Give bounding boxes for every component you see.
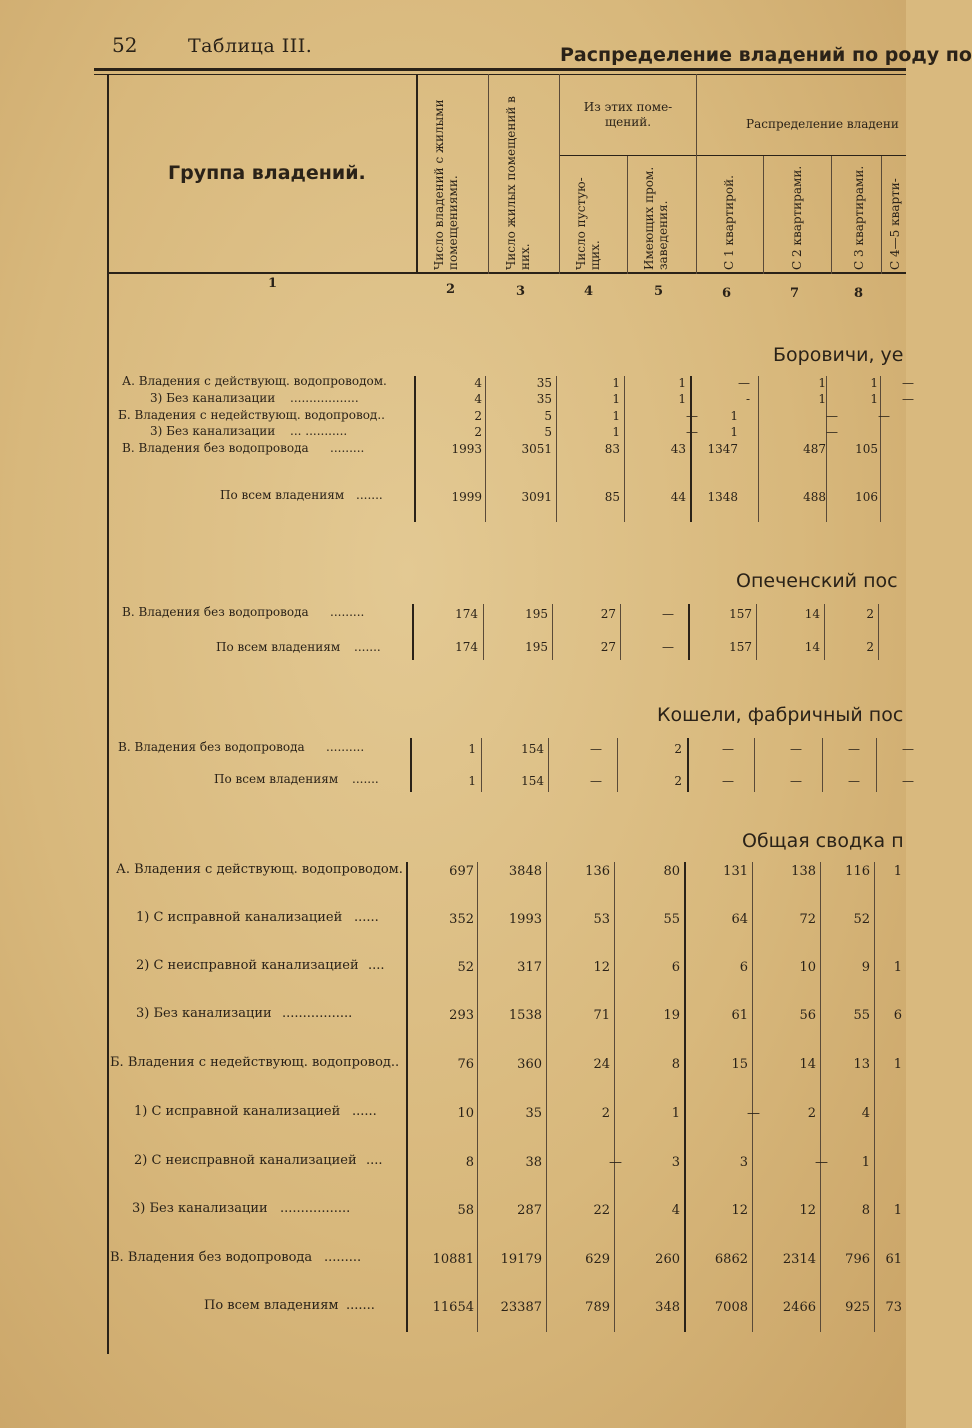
cell-value: 1 bbox=[893, 1057, 902, 1072]
cell-value: 55 bbox=[853, 1008, 870, 1023]
col7-header: С 2 квартирами. bbox=[790, 165, 804, 270]
cell-value: 1 bbox=[870, 392, 878, 406]
cell-value: 3 bbox=[671, 1155, 680, 1170]
cell-value: 27 bbox=[600, 607, 616, 621]
cell-value: 1538 bbox=[508, 1008, 542, 1023]
cell-value: 1999 bbox=[451, 490, 482, 504]
cell-value: 9 bbox=[861, 960, 870, 975]
row-label: 1) С исправной канализацией bbox=[136, 910, 343, 925]
left-border bbox=[107, 74, 109, 1354]
cell-value: 2466 bbox=[782, 1300, 816, 1315]
cell-value: 106 bbox=[855, 490, 878, 504]
cell-value: 35 bbox=[525, 1106, 542, 1121]
cell-value: 73 bbox=[885, 1300, 902, 1315]
cell-value: 1 bbox=[861, 1155, 870, 1170]
cell-value: 287 bbox=[517, 1203, 542, 1218]
leader-dots: ... ........... bbox=[290, 424, 348, 438]
cell-value: 195 bbox=[525, 607, 548, 621]
row-label: Б. Владения с недействующ. водопровод.. bbox=[110, 1055, 400, 1070]
cell-value: 5 bbox=[544, 425, 552, 439]
cell-value: 52 bbox=[457, 960, 474, 975]
cell-value: — bbox=[878, 409, 890, 423]
leader-dots: ...... bbox=[354, 910, 379, 925]
cell-value: 2 bbox=[674, 774, 682, 788]
header-bottom-rule bbox=[108, 272, 906, 274]
cell-value: — bbox=[902, 392, 914, 406]
cell-value: - bbox=[745, 392, 750, 406]
cell-value: 1 bbox=[468, 742, 476, 756]
cell-value: 3 bbox=[739, 1155, 748, 1170]
sum-vline-4 bbox=[614, 862, 615, 1332]
cell-value: — bbox=[590, 774, 602, 788]
top-rule bbox=[94, 68, 906, 71]
ope-vline-3 bbox=[552, 604, 553, 660]
cell-value: 52 bbox=[853, 912, 870, 927]
row-label: 2) С неисправной канализацией bbox=[136, 958, 359, 973]
header-sep-6 bbox=[763, 156, 764, 274]
cell-value: 1 bbox=[468, 774, 476, 788]
leader-dots: ......... bbox=[330, 441, 365, 455]
cell-value: 55 bbox=[663, 912, 680, 927]
cell-value: 83 bbox=[604, 442, 620, 456]
group-column-header: Группа владений. bbox=[168, 162, 366, 184]
cell-value: 1 bbox=[893, 960, 902, 975]
sum-vline-1 bbox=[406, 862, 408, 1332]
cell-value: 22 bbox=[593, 1203, 610, 1218]
header-sep-5 bbox=[696, 74, 697, 274]
cell-value: 4 bbox=[474, 376, 482, 390]
ope-vline-6 bbox=[756, 604, 757, 660]
cell-value: 789 bbox=[585, 1300, 610, 1315]
cell-value: 1 bbox=[893, 1203, 902, 1218]
row-label: 2) С неисправной канализацией bbox=[134, 1153, 357, 1168]
leader-dots: ................. bbox=[282, 1006, 353, 1021]
cell-value: 35 bbox=[536, 376, 552, 390]
cell-value: 8 bbox=[671, 1057, 680, 1072]
row-label: По всем владениям bbox=[220, 488, 345, 502]
sum-vline-5 bbox=[684, 862, 686, 1332]
cell-value: 7008 bbox=[714, 1300, 748, 1315]
cell-value: 6 bbox=[893, 1008, 902, 1023]
cell-value: — bbox=[662, 640, 674, 654]
cell-value: 72 bbox=[799, 912, 816, 927]
cell-value: 116 bbox=[845, 864, 870, 879]
cell-value: 61 bbox=[885, 1252, 902, 1267]
bor-vline-4 bbox=[624, 376, 625, 522]
section-title-borovichi: Боровичи, уе bbox=[773, 344, 904, 366]
cell-value: 488 bbox=[803, 490, 826, 504]
leader-dots: ....... bbox=[352, 772, 379, 786]
row-label: По всем владениям bbox=[216, 640, 341, 654]
cell-value: 38 bbox=[525, 1155, 542, 1170]
row-label: В. Владения без водопровода bbox=[118, 740, 305, 754]
leader-dots: .... bbox=[366, 1153, 383, 1168]
cell-value: 360 bbox=[517, 1057, 542, 1072]
cell-value: 1347 bbox=[707, 442, 738, 456]
cell-value: 1 bbox=[678, 376, 686, 390]
cell-value: 105 bbox=[855, 442, 878, 456]
row-label: Б. Владения с недействующ. водопровод.. bbox=[118, 408, 385, 422]
group-4-5-header: Из этих поме-щений. bbox=[583, 100, 673, 129]
cell-value: 12 bbox=[731, 1203, 748, 1218]
cell-value: 10881 bbox=[432, 1252, 474, 1267]
cell-value: 174 bbox=[455, 607, 478, 621]
cell-value: 76 bbox=[457, 1057, 474, 1072]
cell-value: 1 bbox=[612, 376, 620, 390]
cell-value: 1 bbox=[730, 409, 738, 423]
section-title-koseli: Кошели, фабричный пос bbox=[657, 704, 904, 726]
cell-value: 4 bbox=[861, 1106, 870, 1121]
cell-value: 2 bbox=[807, 1106, 816, 1121]
header-sep-8 bbox=[881, 156, 882, 274]
cell-value: 697 bbox=[449, 864, 474, 879]
col3-header: Число жилых помещений в них. bbox=[504, 96, 532, 270]
sum-vline-2 bbox=[477, 862, 478, 1332]
row-label: В. Владения без водопровода bbox=[122, 605, 309, 619]
cell-value: — bbox=[790, 742, 802, 756]
row-label: В. Владения без водопровода bbox=[122, 441, 309, 455]
cell-value: 154 bbox=[521, 774, 544, 788]
cell-value: 157 bbox=[729, 607, 752, 621]
cell-value: 2 bbox=[866, 607, 874, 621]
colnum-3: 3 bbox=[516, 284, 526, 299]
cell-value: — bbox=[686, 425, 698, 439]
subheader-rule-4-5 bbox=[560, 155, 696, 156]
cell-value: 317 bbox=[517, 960, 542, 975]
cell-value: 1 bbox=[612, 392, 620, 406]
leader-dots: ....... bbox=[354, 640, 381, 654]
cell-value: 2 bbox=[474, 425, 482, 439]
row-label: 1) С исправной канализацией bbox=[134, 1104, 341, 1119]
subheader-rule-6-9 bbox=[697, 155, 906, 156]
ope-vline-8 bbox=[878, 604, 879, 660]
ope-vline-5 bbox=[688, 604, 690, 660]
cell-value: 1993 bbox=[508, 912, 542, 927]
cell-value: 24 bbox=[593, 1057, 610, 1072]
cell-value: 2 bbox=[474, 409, 482, 423]
cell-value: — bbox=[826, 425, 838, 439]
table-title: Распределение владений по роду по bbox=[560, 44, 972, 66]
cell-value: 195 bbox=[525, 640, 548, 654]
row-label: По всем владениям bbox=[214, 772, 339, 786]
page-number: 52 bbox=[112, 33, 138, 57]
cell-value: 1993 bbox=[451, 442, 482, 456]
leader-dots: .......... bbox=[326, 740, 365, 754]
cell-value: 3051 bbox=[521, 442, 552, 456]
row-label: По всем владениям bbox=[204, 1298, 339, 1313]
cell-value: 10 bbox=[457, 1106, 474, 1121]
cell-value: 629 bbox=[585, 1252, 610, 1267]
cell-value: 174 bbox=[455, 640, 478, 654]
leader-dots: ....... bbox=[346, 1298, 375, 1313]
leader-dots: .... bbox=[368, 958, 385, 973]
ope-vline-1 bbox=[412, 604, 414, 660]
col8-header: С 3 квартирами. bbox=[852, 165, 866, 270]
cell-value: 487 bbox=[803, 442, 826, 456]
header-sep-1 bbox=[416, 74, 418, 274]
colnum-4: 4 bbox=[584, 284, 594, 299]
cell-value: 11654 bbox=[432, 1300, 474, 1315]
cell-value: 6862 bbox=[714, 1252, 748, 1267]
cell-value: 1 bbox=[678, 392, 686, 406]
cell-value: 2 bbox=[866, 640, 874, 654]
cell-value: 4 bbox=[671, 1203, 680, 1218]
cell-value: — bbox=[609, 1155, 622, 1170]
cell-value: 1 bbox=[730, 425, 738, 439]
kos-vline-2 bbox=[481, 738, 482, 792]
cell-value: 8 bbox=[861, 1203, 870, 1218]
cell-value: — bbox=[848, 742, 860, 756]
colnum-6: 6 bbox=[722, 286, 732, 301]
ope-vline-2 bbox=[483, 604, 484, 660]
cell-value: 1 bbox=[671, 1106, 680, 1121]
cell-value: 14 bbox=[804, 607, 820, 621]
cell-value: 10 bbox=[799, 960, 816, 975]
cell-value: — bbox=[662, 607, 674, 621]
row-label: В. Владения без водопровода bbox=[110, 1250, 313, 1265]
leader-dots: ................. bbox=[280, 1201, 351, 1216]
cell-value: 61 bbox=[731, 1008, 748, 1023]
section-title-summary: Общая сводка п bbox=[742, 830, 904, 852]
cell-value: — bbox=[722, 774, 734, 788]
cell-value: 19 bbox=[663, 1008, 680, 1023]
cell-value: 293 bbox=[449, 1008, 474, 1023]
cell-value: 1 bbox=[893, 864, 902, 879]
cell-value: — bbox=[902, 742, 914, 756]
bor-vline-2 bbox=[485, 376, 486, 522]
cell-value: 53 bbox=[593, 912, 610, 927]
row-label: 3) Без канализации bbox=[136, 1006, 272, 1021]
cell-value: 1 bbox=[818, 392, 826, 406]
cell-value: — bbox=[826, 409, 838, 423]
cell-value: 44 bbox=[670, 490, 686, 504]
col5-header: Имеющих пром. заведения. bbox=[642, 166, 670, 270]
cell-value: 14 bbox=[799, 1057, 816, 1072]
cell-value: — bbox=[722, 742, 734, 756]
cell-value: — bbox=[902, 376, 914, 390]
cell-value: 35 bbox=[536, 392, 552, 406]
leader-dots: .................. bbox=[290, 391, 359, 405]
cell-value: 2314 bbox=[782, 1252, 816, 1267]
colnum-7: 7 bbox=[790, 286, 800, 301]
cell-value: 1 bbox=[612, 409, 620, 423]
cell-value: 58 bbox=[457, 1203, 474, 1218]
row-label: 3) Без канализации bbox=[150, 391, 276, 405]
cell-value: 85 bbox=[604, 490, 620, 504]
cell-value: 131 bbox=[723, 864, 748, 879]
cell-value: — bbox=[815, 1155, 828, 1170]
row-label: А. Владения с действующ. водопроводом. bbox=[122, 374, 387, 388]
cell-value: 12 bbox=[593, 960, 610, 975]
cell-value: — bbox=[848, 774, 860, 788]
cell-value: 80 bbox=[663, 864, 680, 879]
cell-value: 260 bbox=[655, 1252, 680, 1267]
cell-value: 136 bbox=[585, 864, 610, 879]
bor-vline-6 bbox=[758, 376, 759, 522]
cell-value: 2 bbox=[674, 742, 682, 756]
colnum-1: 1 bbox=[268, 276, 278, 291]
cell-value: 4 bbox=[474, 392, 482, 406]
cell-value: 23387 bbox=[500, 1300, 542, 1315]
leader-dots: ....... bbox=[356, 488, 383, 502]
col4-header: Число пустую-щих. bbox=[574, 177, 602, 270]
cell-value: 64 bbox=[731, 912, 748, 927]
top-rule-thin bbox=[94, 74, 906, 75]
col9-header: С 4—5 кварти- bbox=[888, 178, 902, 270]
colnum-2: 2 bbox=[446, 282, 456, 297]
header-sep-7 bbox=[831, 156, 832, 274]
cell-value: — bbox=[902, 774, 914, 788]
cell-value: 3091 bbox=[521, 490, 552, 504]
cell-value: 12 bbox=[799, 1203, 816, 1218]
header-sep-4 bbox=[627, 156, 628, 274]
col6-header: С 1 квартирой. bbox=[722, 175, 736, 270]
cell-value: — bbox=[747, 1106, 760, 1121]
row-label: 3) Без канализации bbox=[132, 1201, 268, 1216]
cell-value: 15 bbox=[731, 1057, 748, 1072]
group-6-9-header: Распределение владени bbox=[746, 117, 899, 131]
cell-value: 157 bbox=[729, 640, 752, 654]
cell-value: 56 bbox=[799, 1008, 816, 1023]
cell-value: 154 bbox=[521, 742, 544, 756]
table-name: Таблица III. bbox=[188, 35, 313, 57]
cell-value: 1 bbox=[612, 425, 620, 439]
cell-value: 796 bbox=[845, 1252, 870, 1267]
cell-value: 138 bbox=[791, 864, 816, 879]
sum-vline-3 bbox=[546, 862, 547, 1332]
cell-value: 13 bbox=[853, 1057, 870, 1072]
colnum-5: 5 bbox=[654, 284, 664, 299]
cell-value: 5 bbox=[544, 409, 552, 423]
cell-value: 352 bbox=[449, 912, 474, 927]
row-label: А. Владения с действующ. водопроводом. bbox=[116, 862, 403, 877]
bor-vline-3 bbox=[556, 376, 557, 522]
cell-value: 8 bbox=[465, 1155, 474, 1170]
cell-value: 27 bbox=[600, 640, 616, 654]
cell-value: 6 bbox=[739, 960, 748, 975]
leader-dots: ...... bbox=[352, 1104, 377, 1119]
kos-vline-4 bbox=[617, 738, 618, 792]
bor-vline-1 bbox=[414, 376, 416, 522]
cell-value: 348 bbox=[655, 1300, 680, 1315]
col2-header: Число владений с жилыми помещениями. bbox=[432, 99, 460, 270]
cell-value: 19179 bbox=[500, 1252, 542, 1267]
cell-value: 925 bbox=[845, 1300, 870, 1315]
kos-vline-1 bbox=[410, 738, 412, 792]
cell-value: 1348 bbox=[707, 490, 738, 504]
sum-vline-6 bbox=[752, 862, 753, 1332]
cell-value: — bbox=[590, 742, 602, 756]
section-title-opechensky: Опеченский пос bbox=[736, 570, 898, 592]
cell-value: 6 bbox=[671, 960, 680, 975]
cell-value: 1 bbox=[818, 376, 826, 390]
leader-dots: ......... bbox=[324, 1250, 362, 1265]
row-label: 3) Без канализации bbox=[150, 424, 276, 438]
cell-value: 2 bbox=[601, 1106, 610, 1121]
cell-value: 3848 bbox=[508, 864, 542, 879]
leader-dots: ......... bbox=[330, 605, 365, 619]
cell-value: — bbox=[686, 409, 698, 423]
cell-value: 43 bbox=[670, 442, 686, 456]
cell-value: — bbox=[790, 774, 802, 788]
cell-value: 71 bbox=[593, 1008, 610, 1023]
cell-value: 14 bbox=[804, 640, 820, 654]
header-sep-2 bbox=[488, 74, 489, 274]
header-sep-3 bbox=[559, 74, 560, 274]
colnum-8: 8 bbox=[854, 286, 864, 301]
cell-value: — bbox=[738, 376, 750, 390]
cell-value: 1 bbox=[870, 376, 878, 390]
